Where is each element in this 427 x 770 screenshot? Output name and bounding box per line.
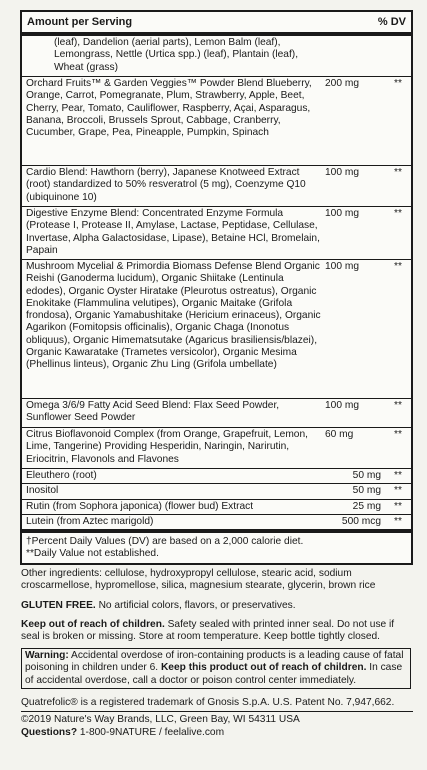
dv-heading: % DV [377,16,406,28]
ingredient-name: Omega 3/6/9 Fatty Acid Seed Blend: Flax Seed Powder, Sunflower Seed Powder [26,400,280,424]
ingredient-name: Mushroom Mycelial & Primordia Biomass Defense Blend Organic Reishi (Ganoderma lucidum), Organic Shiitake (Lentinula edodes), Organic Oyster Hiratake (Pleurotus ostreatus), Organic Enokitake (Flammulina velutipes), Organic Maitake (Grifola frondosa), Organic Yamabushitake (Hericium erinaceus), Organic Agarikon (Fomitopsis officinalis), Organic Chaga (Inonotus obliquus), Organic Himematsutake (Agaricus brasiliensis/blazei), Organic Kawaratake (Trametes versicolor), Organic Mesima (Phellinus linteus), Organic Zhu Ling (Grifola umbellate) [26,261,321,371]
contact-info: 1-800-9NATURE / feelalive.com [79,727,225,738]
ingredient-row [22,428,411,469]
ingredient-dv: ** [394,470,402,481]
ingredient-dv [385,37,411,75]
ingredient-name: Orchard Fruits™ & Garden Veggies™ Powder Blend Blueberry, Orange, Carrot, Pomegranate, Plum, Strawberry, Apple, Beet, Cherry, Pear, Tomato, Cauliflower, Raspberry, Açai, Asparagus, Banana, Broccoli, Brussels Sprout, Cabbage, Cranberry, Cucumber, Grape, Pea, Pineapple, Pumpkin, Spinach [26,78,312,139]
warning-keep-out: Keep this product out of reach of children. [160,662,367,674]
ingredient-dv: ** [394,485,402,497]
ingredient-dv: ** [394,500,402,512]
ingredient-amount: 100 mg [325,208,359,219]
ingredient-name: (leaf), Dandelion (aerial parts), Lemon Balm (leaf), Lemongrass, Nettle (Urtica spp.) (leaf), Plantain (leaf), Wheat (grass) [54,37,299,73]
ingredient-row [22,515,411,529]
ingredient-dv: ** [394,429,402,440]
ingredient-row [22,166,411,207]
ingredient-row [22,500,411,515]
ingredient-row [22,77,411,166]
ingredient-row [22,399,411,428]
copyright-notice: ©2019 Nature's Way Brands, LLC, Green Bay, WI 54311 USA [21,714,300,725]
contact-line [21,727,413,739]
ingredient-row [22,484,411,499]
ingredient-dv: ** [394,515,402,527]
ingredient-dv: ** [394,261,402,272]
iron-warning-box [21,648,411,689]
ingredient-name: Rutin (from Sophora japonica) (flower bud) Extract [26,500,254,512]
questions-label: Questions? [21,727,78,738]
ingredient-row [22,36,411,77]
gluten-free-label: GLUTEN FREE. [21,600,96,611]
ingredient-amount [325,37,385,75]
footnotes [22,529,411,563]
ingredient-dv: ** [394,167,402,178]
ingredient-amount: 500 mcg [341,515,381,527]
ingredient-amount: 100 mg [325,400,359,411]
ingredient-name: Cardio Blend: Hawthorn (berry), Japanese Knotweed Extract (root) standardized to 50% resveratrol (5 mg), Coenzyme Q10 (ubiquinone 10) [26,167,306,203]
keep-out-label: Keep out of reach of children. [21,619,165,630]
gluten-free-text: No artificial colors, flavors, or preservatives. [98,600,296,611]
warning-label: Warning: [25,650,69,661]
ingredient-amount: 60 mg [325,429,354,440]
dv-footnote: †Percent Daily Values (DV) are based on a 2,000 calorie diet. [26,536,304,548]
other-ingredients: Other ingredients: cellulose, hydroxypropyl cellulose, stearic acid, sodium croscarmellose, hypromellose, silica, magnesium stearate, glycerin, brown rice [21,568,376,592]
ingredient-dv: ** [394,400,402,411]
ingredient-row [22,207,411,260]
ingredient-amount: 100 mg [325,261,359,272]
warning-text: Accidental overdose of iron-containing products is a leading cause of fatal poisoning in children under 6. [25,650,404,674]
ingredient-name: Lutein (from Aztec marigold) [26,515,154,527]
divider [21,711,413,712]
gluten-free-statement [21,600,413,612]
ingredient-amount: 25 mg [352,500,381,512]
ingredient-name: Inositol [26,485,59,497]
warning-overdose: In case of accidental overdose, call a doctor or poison control center immediately. [25,662,403,686]
ingredient-amount: 100 mg [325,167,359,178]
ingredient-row [22,260,411,399]
supplement-facts-panel [20,10,413,565]
storage-statement [21,619,413,644]
ingredient-amount: 200 mg [325,78,359,89]
ingredient-name: Citrus Bioflavonoid Complex (from Orange, Grapefruit, Lemon, Lime, Tangerine) Providing Hesperidin, Naringin, Narirutin, Eriocitrin, Flavonols and Flavones [26,429,308,465]
ingredient-amount: 50 mg [352,470,381,481]
not-established-footnote: **Daily Value not established. [26,548,159,560]
ingredient-row [22,469,411,484]
amount-per-serving-heading: Amount per Serving [27,16,133,28]
ingredient-name: Eleuthero (root) [26,470,97,481]
ingredient-dv: ** [394,208,402,219]
ingredient-amount: 50 mg [352,485,381,497]
ingredient-dv: ** [394,78,402,89]
storage-text: Safety sealed with printed inner seal. Do not use if seal is broken or missing. Store at room temperature. Keep bottle tightly closed. [21,619,395,643]
facts-header [22,12,411,36]
ingredient-name: Digestive Enzyme Blend: Concentrated Enzyme Formula (Protease I, Protease II, Amylase, Lactase, Peptidase, Cellulase, Invertase, Alpha Galactosidase, Lipase), Betaine HCl, Bromelain, Papain [26,208,320,256]
trademark-notice: Quatrefolic® is a registered trademark of Gnosis S.p.A. U.S. Patent No. 7,947,662. [21,697,395,708]
